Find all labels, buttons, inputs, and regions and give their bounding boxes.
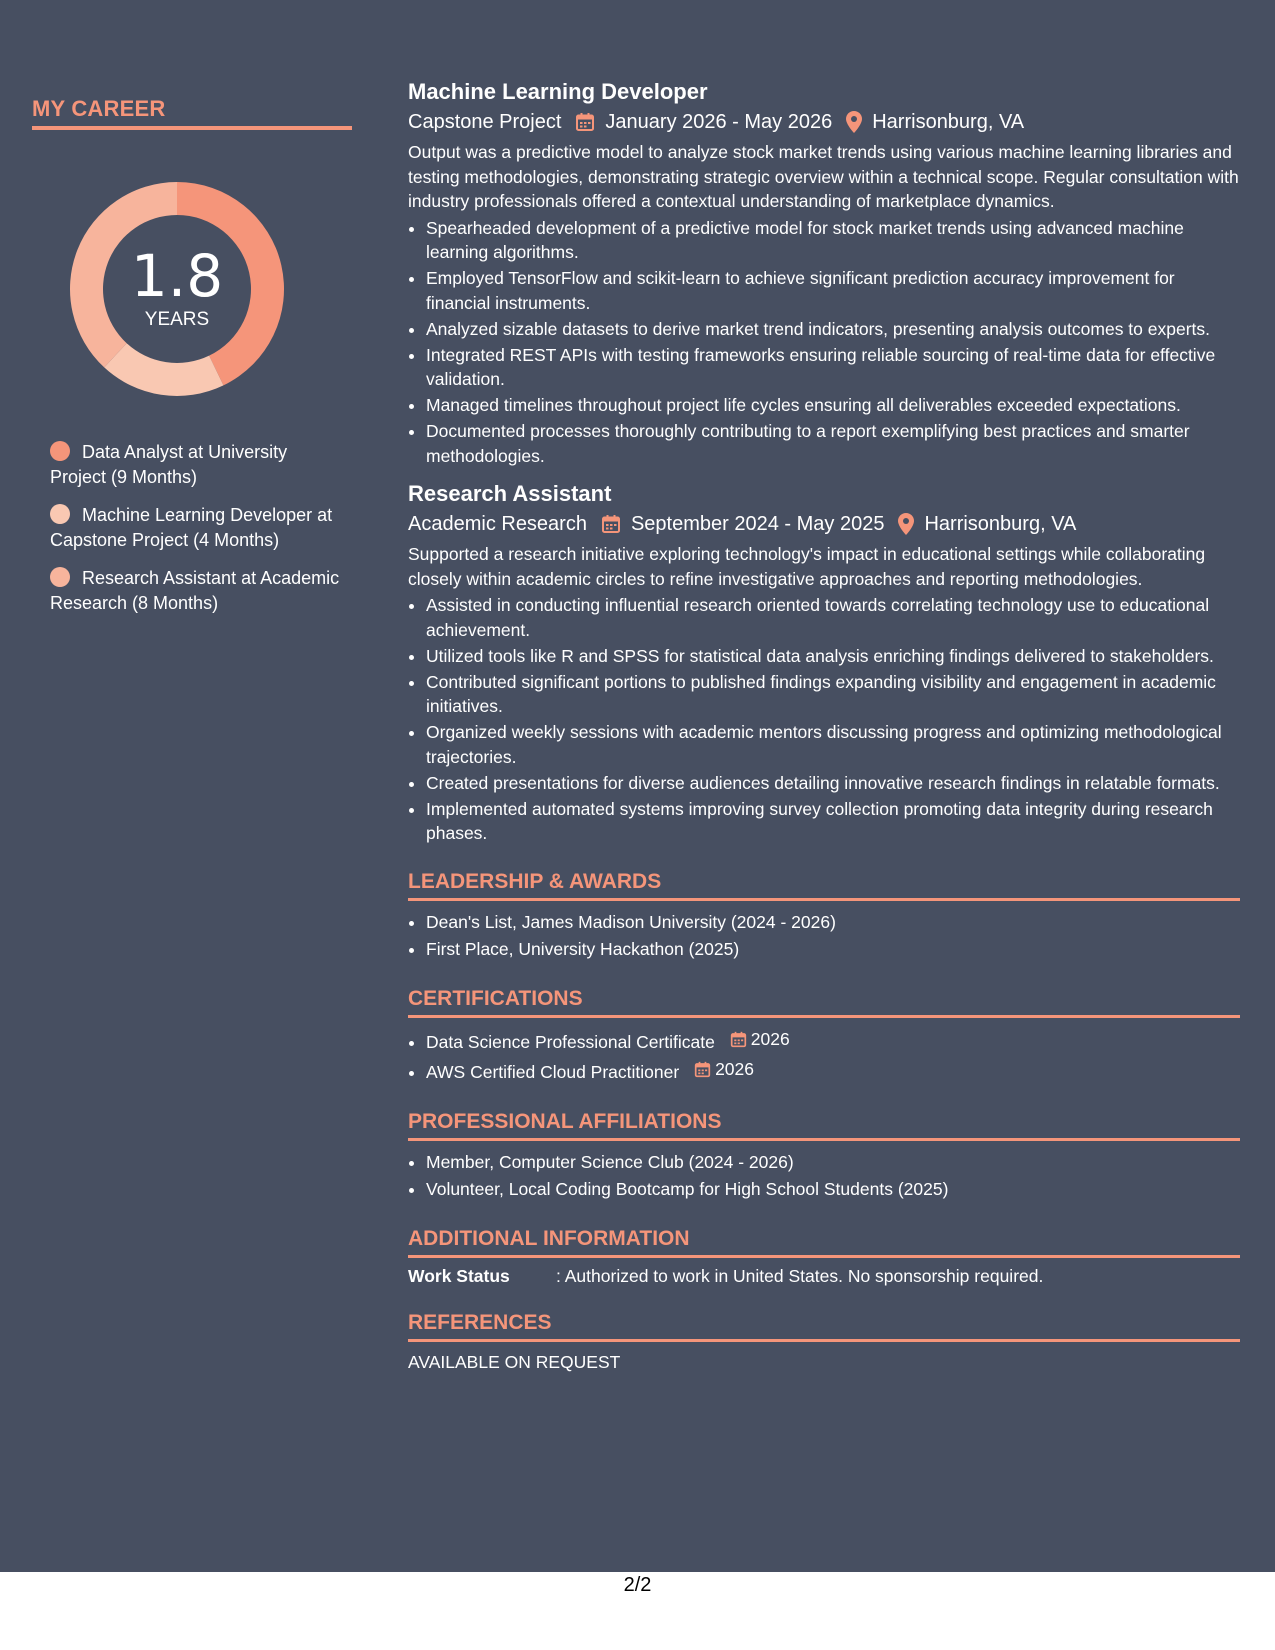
references-text: AVAILABLE ON REQUEST [408, 1351, 621, 1372]
section-heading: CERTIFICATIONS [408, 985, 1240, 1018]
certifications-section [408, 985, 1240, 1086]
legend-item [50, 566, 340, 616]
section-heading: PROFESSIONAL AFFILIATIONS [408, 1108, 1240, 1141]
job-meta [408, 510, 1240, 538]
job-entry [408, 480, 1240, 846]
legend-item [50, 440, 340, 490]
list-item [426, 1056, 1240, 1086]
job-entry [408, 78, 1240, 468]
affiliations-list [408, 1149, 1240, 1203]
job-meta [408, 108, 1240, 136]
additional-info-section [408, 1225, 1240, 1287]
leadership-list [408, 909, 1240, 963]
legend-label: Machine Learning Developer at Capstone Project (4 Months) [50, 505, 333, 550]
location-pin-icon [898, 513, 914, 535]
career-legend [50, 440, 340, 616]
calendar-icon [601, 514, 621, 534]
career-donut-chart [62, 174, 292, 404]
legend-dot [50, 441, 70, 461]
total-years-unit: YEARS [144, 309, 210, 330]
legend-dot [50, 567, 70, 587]
job-location: Harrisonburg, VA [924, 513, 1077, 535]
list-item: • Member, Computer Science Club (2024 - 2026) [426, 1149, 1240, 1176]
job-dates: January 2026 - May 2026 [605, 111, 833, 133]
section-heading: REFERENCES [408, 1309, 1240, 1342]
work-status-label: Work Status [408, 1265, 510, 1286]
job-location: Harrisonburg, VA [872, 111, 1025, 133]
affiliations-section [408, 1108, 1240, 1203]
job-bullet: • Assisted in conducting influential research oriented towards correlating technology use to educational achievement. [426, 593, 1240, 642]
list-item: • Dean's List, James Madison University (2024 - 2026) [426, 909, 1240, 936]
cert-year-text: 2026 [750, 1028, 790, 1049]
job-bullet: • Spearheaded development of a predictive model for stock market trends using advanced machine learning algorithms. [426, 216, 1240, 265]
section-heading: LEADERSHIP & AWARDS [408, 868, 1240, 901]
location-pin-icon [846, 111, 862, 133]
job-bullet: • Created presentations for diverse audiences detailing innovative research findings in relatable formats. [426, 771, 1240, 796]
job-description: Output was a predictive model to analyze stock market trends using various machine learning libraries and testing methodologies, demonstrating strategic overview within a technical scope. Regular consultation with industry professionals offered a contextual understanding of marketplace dynamics. [408, 142, 1239, 211]
legend-label: Research Assistant at Academic Research (8 Months) [50, 568, 340, 613]
cert-name: AWS Certified Cloud Practitioner [426, 1061, 680, 1082]
legend-item [50, 503, 340, 553]
total-years-value: 1.8 [130, 242, 224, 310]
work-status-row [408, 1266, 1240, 1287]
calendar-icon [730, 1031, 747, 1048]
job-bullet: • Organized weekly sessions with academic mentors discussing progress and optimizing methodological trajectories. [426, 720, 1240, 769]
job-title: Research Assistant [408, 481, 612, 506]
leadership-section [408, 868, 1240, 963]
legend-label: Data Analyst at University Project (9 Months) [50, 442, 288, 487]
cert-year-text: 2026 [715, 1058, 755, 1079]
job-bullets [408, 593, 1240, 846]
job-bullet: • Documented processes thoroughly contributing to a report exemplifying best practices and smarter methodologies. [426, 419, 1240, 468]
job-bullet: • Integrated REST APIs with testing frameworks ensuring reliable sourcing of real-time data for effective validation. [426, 343, 1240, 392]
donut-center [62, 174, 292, 404]
job-title: Machine Learning Developer [408, 79, 708, 104]
job-bullet: • Employed TensorFlow and scikit-learn to achieve significant prediction accuracy improvement for financial instruments. [426, 266, 1240, 315]
job-org: Academic Research [408, 513, 587, 535]
job-bullet: • Utilized tools like R and SPSS for statistical data analysis enriching findings delivered to stakeholders. [426, 644, 1240, 669]
legend-dot [50, 504, 70, 524]
cert-year [730, 1026, 790, 1053]
career-heading: MY CAREER [32, 96, 352, 130]
job-org: Capstone Project [408, 111, 562, 133]
page-number: 2/2 [623, 1574, 652, 1596]
list-item: • Volunteer, Local Coding Bootcamp for High School Students (2025) [426, 1176, 1240, 1203]
job-bullet: • Implemented automated systems improving survey collection promoting data integrity during research phases. [426, 797, 1240, 846]
section-heading: ADDITIONAL INFORMATION [408, 1225, 1240, 1258]
job-dates: September 2024 - May 2025 [630, 513, 885, 535]
list-item [426, 1026, 1240, 1056]
job-bullet: • Managed timelines throughout project life cycles ensuring all deliverables exceeded expectations. [426, 393, 1240, 418]
main-content [408, 78, 1240, 1373]
references-section [408, 1309, 1240, 1373]
calendar-icon [575, 112, 595, 132]
certifications-list [408, 1026, 1240, 1086]
job-description: Supported a research initiative exploring technology's impact in educational settings while collaborating closely within academic circles to refine investigative approaches and reporting methodologies. [408, 544, 1206, 589]
job-bullet: • Analyzed sizable datasets to derive market trend indicators, presenting analysis outcomes to experts. [426, 317, 1240, 342]
calendar-icon [694, 1061, 711, 1078]
job-bullets [408, 216, 1240, 469]
cert-name: Data Science Professional Certificate [426, 1031, 715, 1052]
job-bullet: • Contributed significant portions to published findings expanding visibility and engagement in academic initiatives. [426, 670, 1240, 719]
cert-year [694, 1056, 754, 1083]
sidebar [32, 96, 352, 629]
work-status-value: : Authorized to work in United States. No sponsorship required. [556, 1265, 1044, 1286]
list-item: • First Place, University Hackathon (2025) [426, 936, 1240, 963]
